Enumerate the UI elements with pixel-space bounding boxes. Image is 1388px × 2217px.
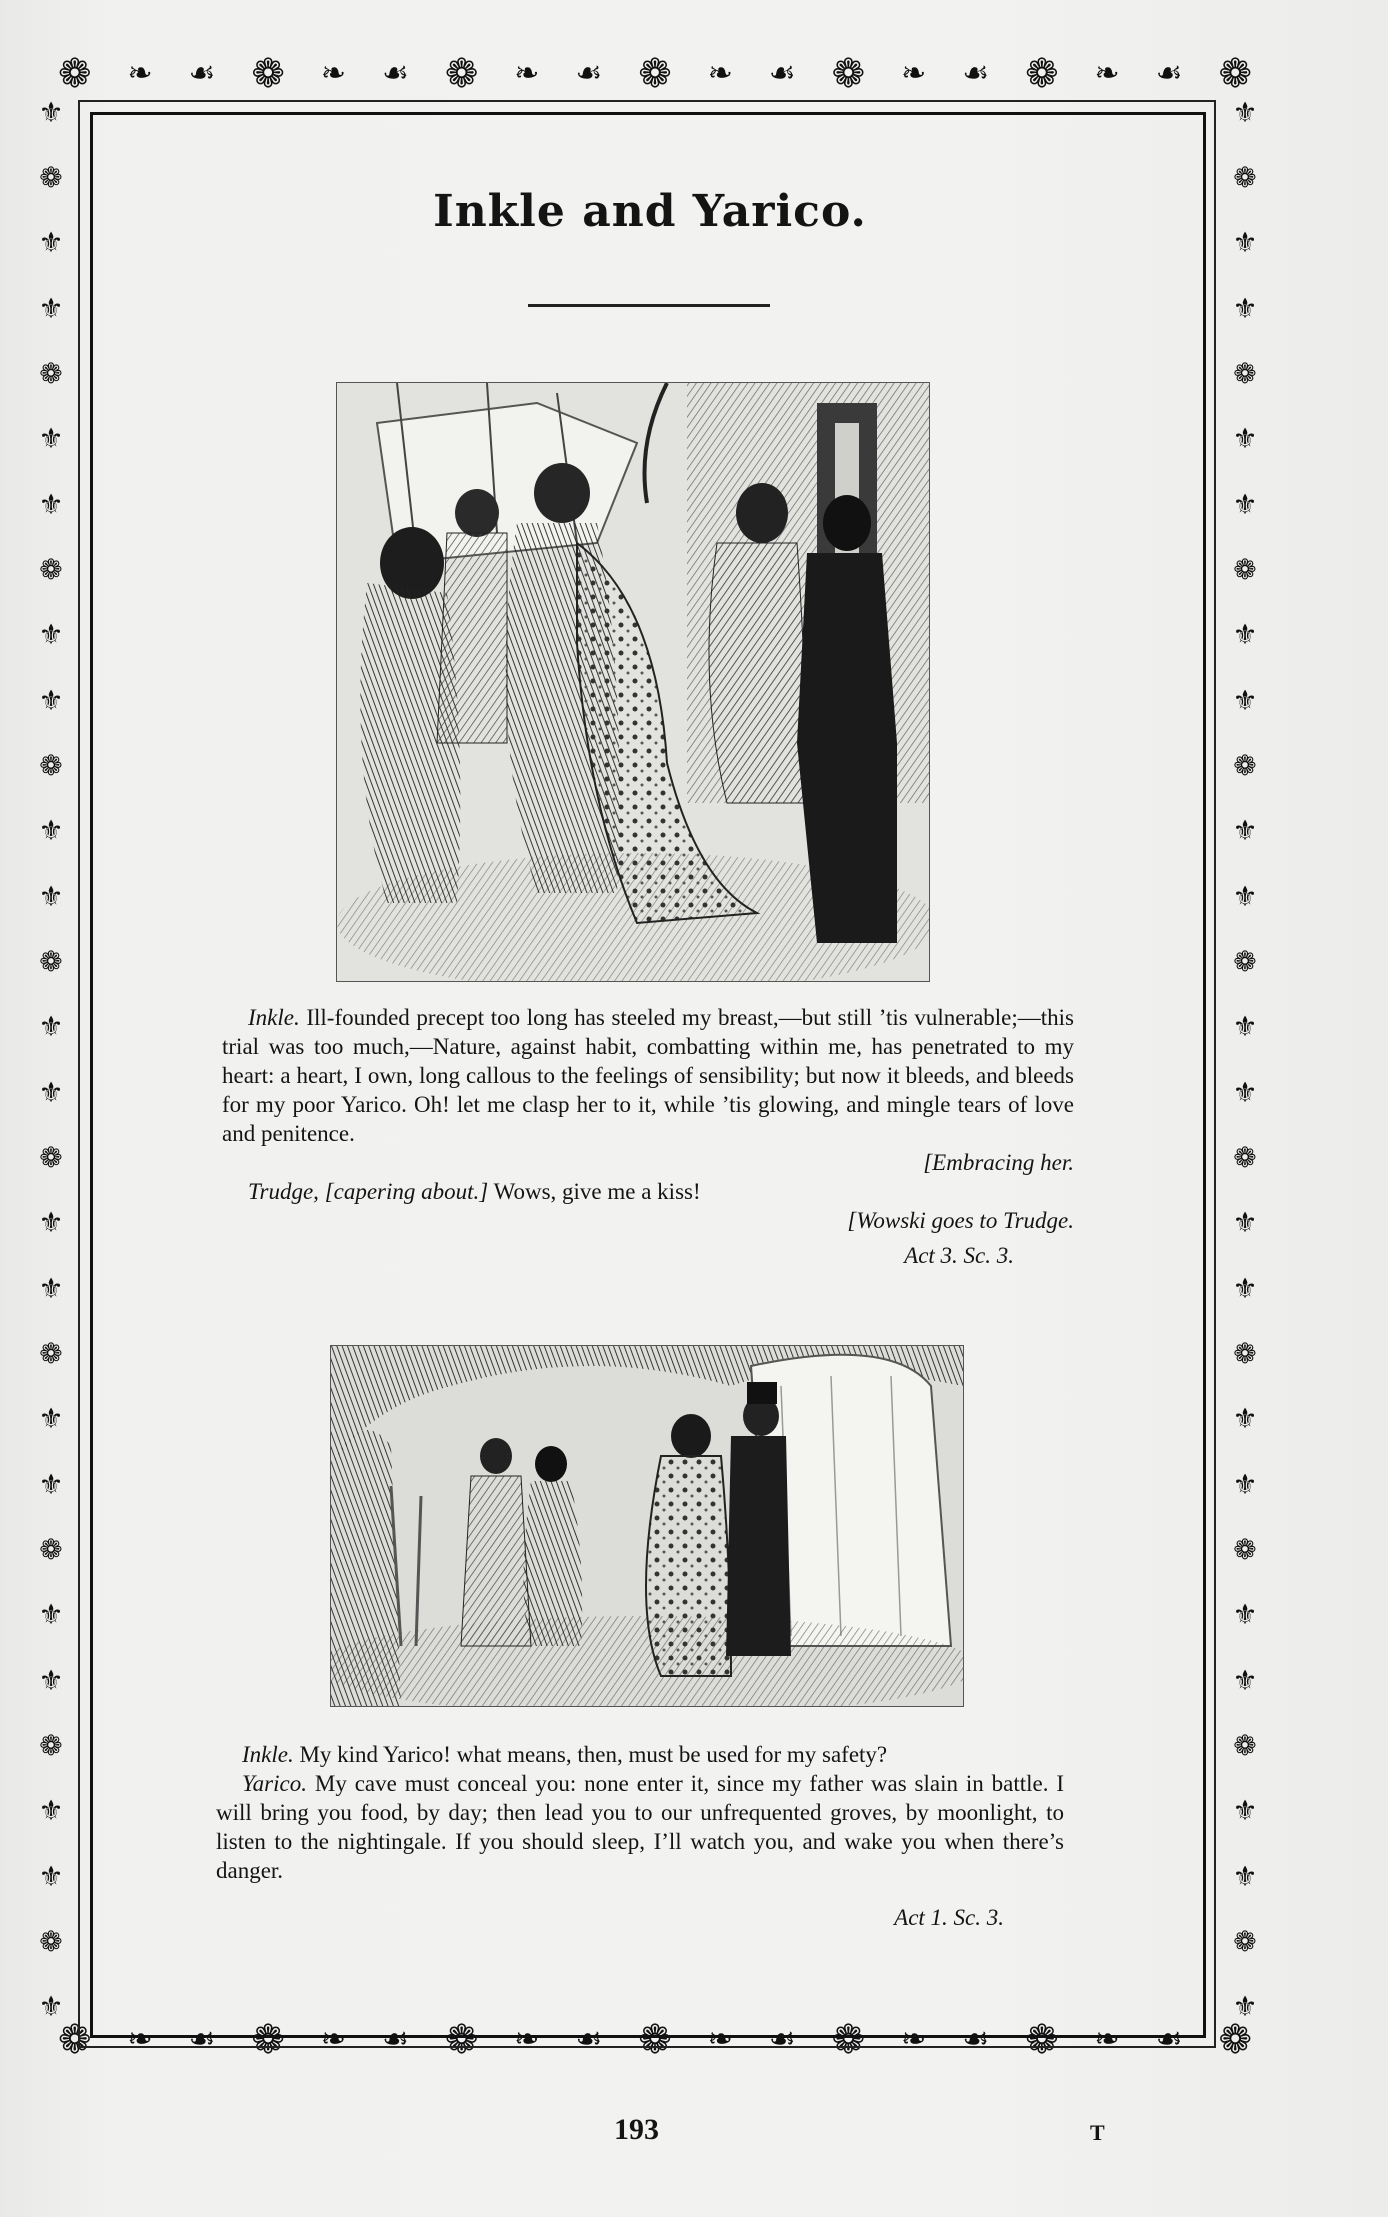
scroll-vine-icon: ⚜	[1232, 1663, 1258, 1697]
scroll-vine-icon: ☙	[768, 56, 796, 91]
scroll-vine-icon: ⚜	[38, 1206, 64, 1240]
speech-text: My kind Yarico! what means, then, must be used for my safety?	[299, 1742, 888, 1767]
scroll-vine-icon: ❧	[320, 2022, 346, 2057]
speech-text: My cave must conceal you: none enter it, since my father was slain in battle. I will bring you food, by day; then lead you to our unfrequented groves, by moonlight, to listen to the nightingale. If you should sleep, I’ll watch you, and wake you when there’s danger.	[216, 1771, 1065, 1883]
inkle-speech	[216, 1740, 1064, 1769]
speaker-inkle: Inkle.	[242, 1742, 294, 1767]
scroll-vine-icon: ⚜	[38, 1794, 64, 1828]
scroll-vine-icon: ⚜	[1232, 422, 1258, 456]
floral-rosette-icon: ❁	[39, 748, 63, 782]
scroll-vine-icon: ⚜	[1232, 1010, 1258, 1044]
left-border-ornament	[26, 80, 76, 2040]
scroll-vine-icon: ☙	[381, 56, 409, 91]
scroll-vine-icon: ❧	[127, 2022, 153, 2057]
scroll-vine-icon: ⚜	[38, 814, 64, 848]
title-divider	[528, 304, 770, 307]
stage-direction: [Wowski goes to Trudge.	[847, 1208, 1074, 1233]
scroll-vine-icon: ⚜	[38, 291, 64, 325]
yarico-speech	[216, 1769, 1064, 1885]
floral-rosette-icon: ❁	[1233, 944, 1257, 978]
act-scene-citation: Act 1. Sc. 3.	[894, 1905, 1004, 1930]
floral-rosette-icon: ❁	[39, 356, 63, 390]
floral-rosette-icon: ❁	[1233, 748, 1257, 782]
speech-text: Wows, give me a kiss!	[493, 1179, 701, 1204]
floral-rosette-icon: ❁	[1218, 51, 1253, 97]
speaker-inkle: Inkle.	[248, 1005, 300, 1030]
act-scene-citation: Act 3. Sc. 3.	[904, 1243, 1014, 1268]
scroll-vine-icon: ❧	[1094, 56, 1120, 91]
scroll-vine-icon: ❧	[514, 2022, 540, 2057]
scroll-vine-icon: ☙	[962, 2022, 990, 2057]
scroll-vine-icon: ⚜	[38, 487, 64, 521]
scroll-vine-icon: ⚜	[38, 95, 64, 129]
scroll-vine-icon: ❧	[901, 2022, 927, 2057]
floral-rosette-icon: ❁	[39, 1728, 63, 1762]
scroll-vine-icon: ⚜	[1232, 226, 1258, 260]
floral-rosette-icon: ❁	[39, 1140, 63, 1174]
quote-block-act1	[216, 1740, 1064, 1932]
scroll-vine-icon: ⚜	[38, 1271, 64, 1305]
scroll-vine-icon: ⚜	[1232, 1271, 1258, 1305]
trudge-speech	[222, 1177, 1074, 1206]
scroll-vine-icon: ⚜	[1232, 1859, 1258, 1893]
scroll-vine-icon: ⚜	[1232, 487, 1258, 521]
speaker-trudge: Trudge,	[248, 1179, 319, 1204]
stage-direction: [Embracing her.	[923, 1150, 1074, 1175]
floral-rosette-icon: ❁	[39, 1924, 63, 1958]
scroll-vine-icon: ⚜	[38, 1467, 64, 1501]
floral-rosette-icon: ❁	[1233, 552, 1257, 586]
floral-rosette-icon: ❁	[831, 2017, 866, 2063]
signature-mark: T	[1090, 2120, 1105, 2145]
scroll-vine-icon: ❧	[1094, 2022, 1120, 2057]
floral-rosette-icon: ❁	[1233, 160, 1257, 194]
scroll-vine-icon: ⚜	[38, 1402, 64, 1436]
scroll-vine-icon: ⚜	[1232, 95, 1258, 129]
scroll-vine-icon: ⚜	[1232, 1598, 1258, 1632]
scroll-vine-icon: ⚜	[1232, 879, 1258, 913]
speech-text: Ill-founded precept too long has steeled my breast,—but still ’tis vulnerable;—this trial was too much,—Nature, against habit, combatting within me, has penetrated to my heart: a heart, I own, long callous to the feelings of sensibility; but now it bleeds, and bleeds for my poor Yarico. Oh! let me clasp her to it, while ’tis glowing, and mingle tears of love and penitence.	[222, 1005, 1075, 1146]
page-title: Inkle and Yarico.	[433, 186, 867, 237]
inkle-speech	[222, 1003, 1074, 1148]
scroll-vine-icon: ❧	[707, 56, 733, 91]
scroll-vine-icon: ⚜	[1232, 683, 1258, 717]
scroll-vine-icon: ⚜	[1232, 618, 1258, 652]
engraving-embrace-scene	[336, 382, 930, 982]
floral-rosette-icon: ❁	[638, 51, 672, 97]
right-border-ornament	[1220, 80, 1270, 2040]
scroll-vine-icon: ☙	[381, 2022, 409, 2057]
stage-direction: [capering about.]	[324, 1179, 489, 1204]
scroll-vine-icon: ☙	[1155, 56, 1183, 91]
scroll-vine-icon: ⚜	[1232, 1794, 1258, 1828]
scroll-vine-icon: ⚜	[38, 1075, 64, 1109]
scroll-vine-icon: ⚜	[38, 226, 64, 260]
scroll-vine-icon: ❧	[127, 56, 153, 91]
scroll-vine-icon: ⚜	[1232, 1990, 1258, 2024]
floral-rosette-icon: ❁	[1218, 2017, 1253, 2063]
top-border-ornament	[40, 44, 1270, 104]
floral-rosette-icon: ❁	[1233, 356, 1257, 390]
floral-rosette-icon: ❁	[39, 944, 63, 978]
scroll-vine-icon: ⚜	[38, 1990, 64, 2024]
scroll-vine-icon: ⚜	[1232, 1206, 1258, 1240]
scroll-vine-icon: ☙	[962, 56, 990, 91]
floral-rosette-icon: ❁	[39, 1532, 63, 1566]
floral-rosette-icon: ❁	[831, 51, 866, 97]
scroll-vine-icon: ☙	[768, 2022, 796, 2057]
floral-rosette-icon: ❁	[1025, 51, 1059, 97]
page-number: 193	[614, 2113, 659, 2146]
floral-rosette-icon: ❁	[1233, 1140, 1257, 1174]
scroll-vine-icon: ☙	[575, 56, 603, 91]
floral-rosette-icon: ❁	[57, 2017, 92, 2063]
scroll-vine-icon: ⚜	[38, 1598, 64, 1632]
quote-block-act3	[222, 1003, 1074, 1270]
scroll-vine-icon: ⚜	[1232, 1075, 1258, 1109]
speaker-yarico: Yarico.	[242, 1771, 307, 1796]
scroll-vine-icon: ❧	[901, 56, 927, 91]
scroll-vine-icon: ⚜	[38, 879, 64, 913]
scroll-vine-icon: ☙	[188, 2022, 216, 2057]
scroll-vine-icon: ❧	[514, 56, 540, 91]
scroll-vine-icon: ❧	[707, 2022, 733, 2057]
scroll-vine-icon: ⚜	[1232, 1402, 1258, 1436]
scroll-vine-icon: ⚜	[1232, 1467, 1258, 1501]
scroll-vine-icon: ⚜	[1232, 814, 1258, 848]
floral-rosette-icon: ❁	[1233, 1728, 1257, 1762]
floral-rosette-icon: ❁	[39, 160, 63, 194]
scroll-vine-icon: ⚜	[1232, 291, 1258, 325]
floral-rosette-icon: ❁	[444, 51, 479, 97]
floral-rosette-icon: ❁	[1025, 2017, 1059, 2063]
floral-rosette-icon: ❁	[444, 2017, 479, 2063]
floral-rosette-icon: ❁	[39, 552, 63, 586]
floral-rosette-icon: ❁	[57, 51, 92, 97]
floral-rosette-icon: ❁	[251, 2017, 285, 2063]
floral-rosette-icon: ❁	[251, 51, 285, 97]
scroll-vine-icon: ⚜	[38, 1010, 64, 1044]
scroll-vine-icon: ⚜	[38, 422, 64, 456]
floral-rosette-icon: ❁	[1233, 1924, 1257, 1958]
scroll-vine-icon: ☙	[188, 56, 216, 91]
scroll-vine-icon: ⚜	[38, 683, 64, 717]
floral-rosette-icon: ❁	[39, 1336, 63, 1370]
scroll-vine-icon: ⚜	[38, 618, 64, 652]
scroll-vine-icon: ☙	[575, 2022, 603, 2057]
floral-rosette-icon: ❁	[1233, 1532, 1257, 1566]
floral-rosette-icon: ❁	[1233, 1336, 1257, 1370]
scroll-vine-icon: ⚜	[38, 1859, 64, 1893]
scroll-vine-icon: ❧	[320, 56, 346, 91]
scroll-vine-icon: ☙	[1155, 2022, 1183, 2057]
scroll-vine-icon: ⚜	[38, 1663, 64, 1697]
floral-rosette-icon: ❁	[638, 2017, 672, 2063]
engraving-cave-scene	[330, 1345, 964, 1707]
